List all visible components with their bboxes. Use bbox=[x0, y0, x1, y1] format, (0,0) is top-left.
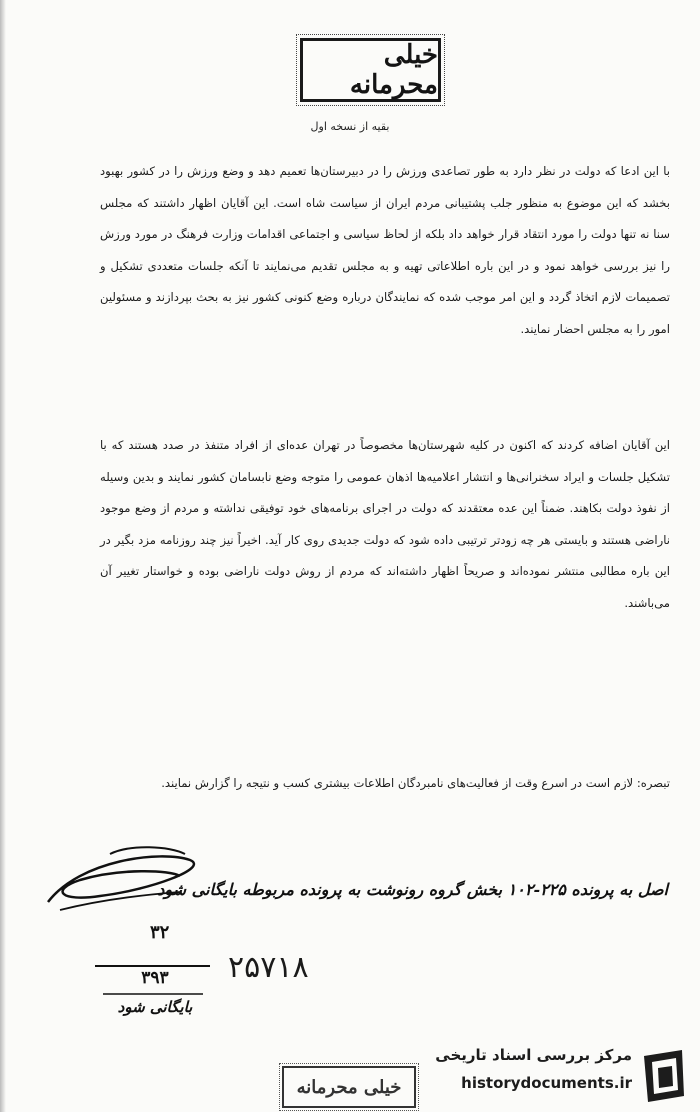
watermark-url: historydocuments.ir bbox=[461, 1074, 632, 1092]
classification-stamp: خیلی محرمانه bbox=[300, 38, 441, 102]
body-paragraph-1: با این ادعا که دولت در نظر دارد به طور تصاعدی ورزش را در دبیرستان‌ها تعمیم دهد و وضع ورزش را در کشور بهبود بخشد که این موضوع به منظور جلب پشتیبانی مردم ایران از سیاست شاه است. این آقایان اظهار داشتند که مجلس سنا نه تنها دولت را مورد انتقاد قرار خواهد داد بلکه از لحاظ سیاسی و اجتماعی اقدامات وزارت فرهنگ در مورد ورزش را نیز بررسی خواهد نمود و در این باره اطلاعاتی تهیه و به مجلس تقدیم می‌نمایند تا آنکه جلسات متعددی تشکیل و تصمیمات لازم اتخاذ گردد و این امر موجب شده که نمایندگان درباره وضع کنونی کشور نیز به بحث بپردازند و مسئولین امور را به مجلس احضار نمایند. bbox=[100, 164, 670, 336]
document-number: ۲۵۷۱۸ bbox=[228, 950, 309, 985]
body-paragraph-3: تبصره: لازم است در اسرع وقت از فعالیت‌های نامبردگان اطلاعات بیشتری کسب و نتیجه را گزارش نمایند. bbox=[161, 776, 670, 790]
archive-box-number: ۳۹۳ bbox=[141, 968, 169, 988]
classification-stamp-bottom: خیلی محرمانه bbox=[282, 1066, 416, 1108]
body-paragraph-2: این آقایان اضافه کردند که اکنون در کلیه شهرستان‌ها مخصوصاً در تهران عده‌ای از افراد متنفذ در صدد هستند که با تشکیل جلسات و ایراد سخنرانی‌ها و انتشار اعلامیه‌ها اذهان عمومی را متوجه وضع نابسامان کشور نمایند و بدین وسیله از نفوذ دولت بکاهند. ضمناً این عده معتقدند که دولت در اجرای برنامه‌های خود توفیقی نداشته و مردم از وضع موجود ناراضی هستند و بایستی هر چه زودتر ترتیبی داده شود که دولت جدیدی روی کار آید. اخیراً نیز چند روزنامه مزد بگیر در این باره مطالبی منتشر نموده‌اند و صریحاً اظهار داشته‌اند که مردم از روش دولت ناراضی بوده و خواستار تغییر آن می‌باشند. bbox=[100, 438, 670, 610]
archive-note-number: ۳۲ bbox=[150, 922, 170, 943]
archive-watermark bbox=[435, 1040, 690, 1110]
archive-note: اصل به پرونده ۲۲۵-۱۰۲ بخش گروه رونوشت به پرونده مربوطه بایگانی شود bbox=[157, 880, 668, 899]
archive-box-text: بایگانی شود bbox=[117, 998, 193, 1016]
archive-logo-icon bbox=[638, 1048, 688, 1104]
watermark-title: مرکز بررسی اسناد تاریخی bbox=[435, 1046, 632, 1064]
page-edge-shadow bbox=[0, 0, 6, 1112]
copy-note: بقیه از نسخه اول bbox=[310, 120, 390, 133]
